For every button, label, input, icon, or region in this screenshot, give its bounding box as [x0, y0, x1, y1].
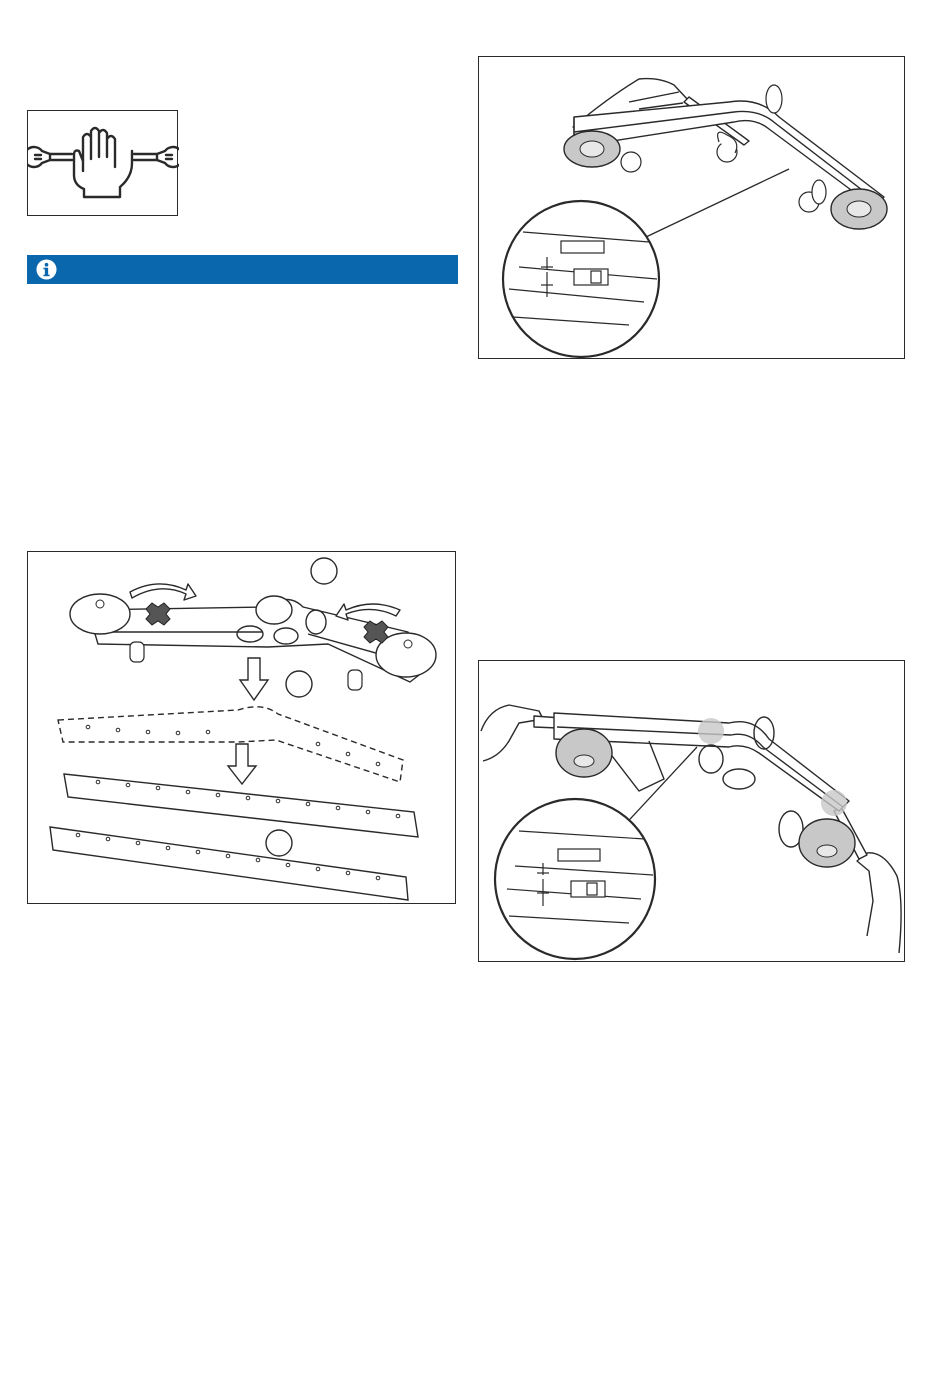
info-icon [36, 259, 57, 280]
info-notice-bar [27, 255, 458, 284]
figure-squeegee-blade-exploded [27, 551, 456, 904]
callout-circle-2 [286, 671, 312, 697]
detail-magnifier [495, 799, 655, 959]
rotation-arrow-right [336, 604, 400, 620]
wrench-hand-wrench-icon [28, 111, 179, 217]
maintenance-pictogram-frame [27, 110, 178, 216]
down-arrow-1 [240, 658, 268, 700]
dashed-frame-part [58, 707, 403, 782]
right-roller [799, 819, 855, 867]
center-mount [256, 596, 292, 624]
hand-illustration-left [481, 705, 543, 761]
left-roller [556, 729, 612, 777]
rotation-arrow-left [130, 584, 196, 600]
down-arrow-2 [228, 744, 256, 784]
figure-squeegee-alignment-rear [478, 56, 905, 359]
callout-circle-3 [266, 830, 292, 856]
squeegee-blade-rear [50, 827, 408, 900]
figure-squeegee-alignment-front [478, 660, 905, 962]
callout-circle-1 [311, 558, 337, 584]
hand-illustration-right [857, 853, 901, 953]
